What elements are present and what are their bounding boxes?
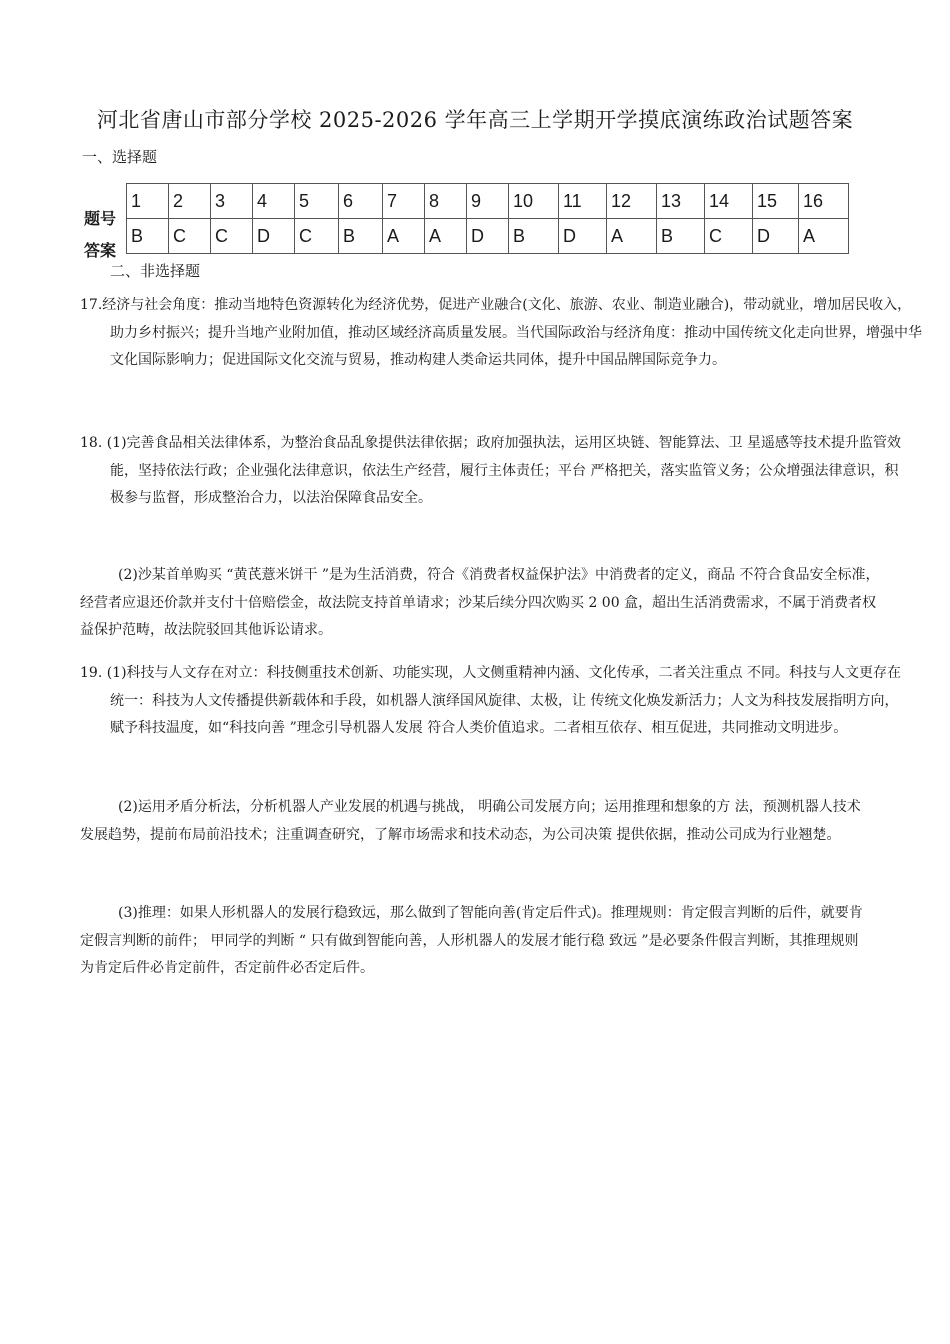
answer-18-part1: 18. (1)完善食品相关法律体系，为整治食品乱象提供法律依据；政府加强执法，运用区块链、智能算法、卫 星遥感等技术提升监管效能，坚持依法行政；企业强化法律意识，依法生产经营，履行主体责任；平台 严格把关，落实监管义务；公众增强法律意识，积极参与监督，形成整治合力，以法治保障食品安全。	[80, 435, 901, 506]
answer-17: 17.经济与社会角度：推动当地特色资源转化为经济优势，促进产业融合(文化、旅游、农业、制造业融合)，带动就业，增加居民收入，助力乡村振兴；提升当地产业附加值，推动区域经济高质量发展。当代国际政治与经济角度：推动中国传统文化走向世界，增强中华文化国际影响力；促进国际文化交流与贸易，推动构建人类命运共同体，提升中国品牌国际竞争力。	[80, 297, 922, 368]
answer-cell: D	[559, 219, 607, 254]
question-number-cell: 13	[657, 184, 705, 219]
answer-cell: A	[383, 219, 425, 254]
answer-table	[126, 183, 849, 254]
question-number-cell: 5	[295, 184, 339, 219]
answer-cell: C	[211, 219, 253, 254]
question-number-cell: 12	[607, 184, 657, 219]
answer-18-part2: (2)沙某首单购买 “黄芪薏米饼干 ”是为生活消费，符合《消费者权益保护法》中消费者的定义，商品 不符合食品安全标准，经营者应退还价款并支付十倍赔偿金，故法院支持首单请求；沙某后续分四次购买 2 00 盒，超出生活消费需求，不属于消费者权益保护范畴，故法院驳回其他诉讼请求。	[80, 567, 880, 638]
answer-19-part2: (2)运用矛盾分析法，分析机器人产业发展的机遇与挑战， 明确公司发展方向；运用推理和想象的方 法，预测机器人技术发展趋势，提前布局前沿技术；注重调查研究，了解市场需求和技术动态，为公司决策 提供依据，推动公司成为行业翘楚。	[80, 799, 861, 843]
answer-cell: D	[467, 219, 509, 254]
question-number-cell: 11	[559, 184, 607, 219]
question-number-cell: 14	[705, 184, 753, 219]
section-nonchoice-heading: 二、非选择题	[110, 262, 201, 280]
question-number-cell: 6	[339, 184, 383, 219]
question-number-cell: 15	[753, 184, 799, 219]
section-choice-heading: 一、选择题	[82, 148, 158, 166]
answer-cell: B	[509, 219, 559, 254]
answer-cell: C	[169, 219, 211, 254]
table-row-label-answer: 答案	[84, 241, 117, 260]
table-row-label-number: 题号	[84, 209, 117, 228]
answer-cell: A	[425, 219, 467, 254]
question-number-cell: 7	[383, 184, 425, 219]
answer-cell: B	[339, 219, 383, 254]
answer-cell: A	[607, 219, 657, 254]
answer-cell: A	[799, 219, 849, 254]
answer-row	[127, 219, 849, 254]
question-number-cell: 4	[253, 184, 295, 219]
answer-19-part1: 19. (1)科技与人文存在对立：科技侧重技术创新、功能实现，人文侧重精神内涵、文化传承，二者关注重点 不同。科技与人文更存在统一：科技为人文传播提供新载体和手段，如机器人演绎国风旋律、太极，让 传统文化焕发新活力；人文为科技发展指明方向，赋予科技温度，如“科技向善 ”理念引导机器人发展 符合人类价值追求。二者相互依存、相互促进，共同推动文明进步。	[80, 665, 901, 736]
answer-19-part3: (3)推理：如果人形机器人的发展行稳致远，那么做到了智能向善(肯定后件式)。推理规则：肯定假言判断的后件，就要肯定假言判断的前件； 甲同学的判断 “ 只有做到智能向善，人形机器人的发展才能行稳 致远 ”是必要条件假言判断，其推理规则为肯定后件必肯定前件，否定前件必否定后件。	[80, 905, 863, 976]
answer-cell: B	[127, 219, 169, 254]
answer-cell: B	[657, 219, 705, 254]
document-title: 河北省唐山市部分学校 2025-2026 学年高三上学期开学摸底演练政治试题答案	[96, 108, 854, 132]
question-number-cell: 16	[799, 184, 849, 219]
answer-cell: D	[253, 219, 295, 254]
question-number-cell: 8	[425, 184, 467, 219]
question-number-row	[127, 184, 849, 219]
answer-cell: C	[295, 219, 339, 254]
question-number-cell: 2	[169, 184, 211, 219]
question-number-cell: 10	[509, 184, 559, 219]
answer-cell: D	[753, 219, 799, 254]
question-number-cell: 9	[467, 184, 509, 219]
answer-cell: C	[705, 219, 753, 254]
question-number-cell: 3	[211, 184, 253, 219]
question-number-cell: 1	[127, 184, 169, 219]
